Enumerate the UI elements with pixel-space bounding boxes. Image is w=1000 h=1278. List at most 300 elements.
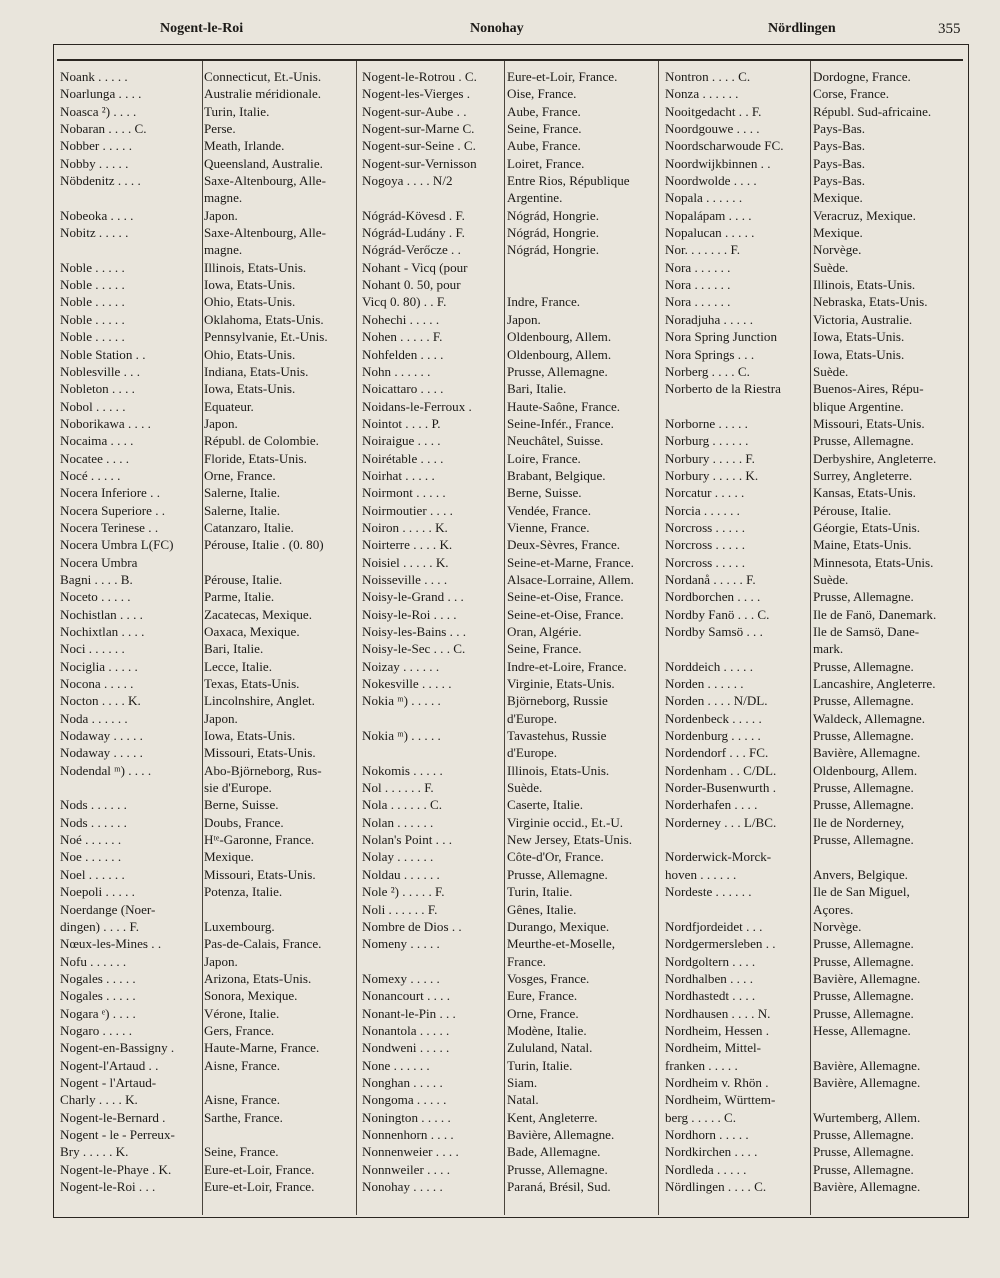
- entry-name: Noel . . . . . .: [60, 866, 125, 882]
- gazetteer-entry: [665, 814, 965, 831]
- entry-location: Perse.: [204, 121, 236, 137]
- entry-location: Vendée, France.: [507, 502, 591, 518]
- gazetteer-column-1: [60, 68, 350, 1218]
- entry-name: Noordscharwoude FC.: [665, 138, 784, 154]
- entry-name: Norcross . . . . .: [665, 537, 746, 553]
- entry-name: Noceto . . . . .: [60, 589, 131, 605]
- gazetteer-entry: [362, 848, 654, 865]
- entry-name: Vicq 0. 80) . . F.: [362, 294, 447, 310]
- entry-location: Neuchâtel, Suisse.: [507, 433, 604, 449]
- gazetteer-entry: [362, 935, 654, 952]
- entry-location: Pérouse, Italie.: [204, 571, 283, 587]
- entry-name: Nobol . . . . .: [60, 398, 126, 414]
- entry-name: Nordhastedt . . . .: [665, 988, 756, 1004]
- gazetteer-entry: [60, 502, 350, 519]
- gazetteer-entry: [362, 536, 654, 553]
- entry-location: Virginie, Etats-Unis.: [507, 676, 615, 692]
- entry-location: New Jersey, Etats-Unis.: [507, 832, 632, 848]
- entry-location: Saxe-Altenbourg, Alle-: [204, 225, 326, 241]
- gazetteer-entry: [362, 467, 654, 484]
- entry-location: Eure-et-Loir, France.: [204, 1161, 315, 1177]
- entry-name: berg . . . . . C.: [665, 1109, 737, 1125]
- entry-location: Gers, France.: [204, 1022, 275, 1038]
- entry-location: Alsace-Lorraine, Allem.: [507, 571, 634, 587]
- entry-name: Nongoma . . . . .: [362, 1092, 447, 1108]
- gazetteer-entry: [60, 224, 350, 241]
- gazetteer-entry: [60, 762, 350, 779]
- entry-location: Seine, France.: [204, 1144, 279, 1160]
- gazetteer-entry: [60, 1022, 350, 1039]
- entry-name: [665, 398, 813, 415]
- entry-name: Nocona . . . . .: [60, 676, 134, 692]
- entry-location: Turin, Italie.: [507, 1057, 573, 1073]
- entry-location: Nógrád, Hongrie.: [507, 242, 599, 258]
- gazetteer-entry: [362, 1161, 654, 1178]
- gazetteer-entry: [60, 519, 350, 536]
- entry-name: [362, 744, 507, 761]
- entry-location: France.: [507, 953, 546, 969]
- entry-name: Nordhalben . . . .: [665, 970, 753, 986]
- entry-location: Pays-Bas.: [813, 121, 866, 137]
- entry-name: Nobber . . . . .: [60, 138, 133, 154]
- gazetteer-entry: [362, 744, 654, 761]
- gazetteer-entry: [665, 207, 965, 224]
- entry-name: Nogent-les-Vierges .: [362, 86, 471, 102]
- gazetteer-entry: [665, 901, 965, 918]
- entry-name: Nocera Inferiore . .: [60, 485, 160, 501]
- entry-location: Nebraska, Etats-Unis.: [813, 294, 928, 310]
- entry-name: Noisy-le-Sec . . . C.: [362, 641, 466, 657]
- column-divider: [658, 61, 659, 1215]
- entry-location: Côte-d'Or, France.: [507, 849, 604, 865]
- entry-location: Lincolnshire, Anglet.: [204, 693, 315, 709]
- gazetteer-entry: [60, 675, 350, 692]
- top-rule: [57, 59, 963, 61]
- entry-location: Turin, Italie.: [204, 103, 270, 119]
- entry-location: Républ. Sud-africaine.: [813, 103, 932, 119]
- entry-name: Nogent - l'Artaud-: [60, 1074, 157, 1090]
- gazetteer-entry: [362, 207, 654, 224]
- entry-name: Nocé . . . . .: [60, 467, 121, 483]
- entry-location: Prusse, Allemagne.: [813, 1144, 914, 1160]
- entry-name: Nokia ᵐ) . . . . .: [362, 728, 441, 744]
- entry-name: Nomeny . . . . .: [362, 936, 440, 952]
- entry-name: Nonancourt . . . .: [362, 988, 450, 1004]
- gazetteer-entry: [665, 172, 965, 189]
- entry-location: Orne, France.: [204, 467, 276, 483]
- entry-location: Bari, Italie.: [204, 641, 264, 657]
- entry-name: Norbury . . . . . K.: [665, 467, 759, 483]
- entry-location: Seine, France.: [507, 641, 582, 657]
- entry-location: Missouri, Etats-Unis.: [813, 415, 925, 431]
- entry-name: Nolay . . . . . .: [362, 849, 434, 865]
- entry-name: Nordborchen . . . .: [665, 589, 761, 605]
- gazetteer-entry: [665, 346, 965, 363]
- entry-name: Noarlunga . . . .: [60, 86, 142, 102]
- entry-name: Norborne . . . . .: [665, 415, 748, 431]
- gazetteer-entry: [665, 987, 965, 1004]
- entry-location: Seine-et-Marne, France.: [507, 554, 634, 570]
- entry-name: Nopalápam . . . .: [665, 207, 752, 223]
- gazetteer-entry: [665, 658, 965, 675]
- gazetteer-entry: [60, 328, 350, 345]
- gazetteer-entry: [362, 918, 654, 935]
- entry-location: Potenza, Italie.: [204, 884, 283, 900]
- entry-name: Nordhorn . . . . .: [665, 1126, 749, 1142]
- page-number: 355: [938, 21, 961, 37]
- entry-location: Doubs, France.: [204, 814, 284, 830]
- entry-location: Iowa, Etats-Unis.: [813, 329, 905, 345]
- entry-name: Nora . . . . . .: [665, 259, 731, 275]
- gazetteer-entry: [665, 484, 965, 501]
- gazetteer-entry: [665, 224, 965, 241]
- entry-name: Noasca ²) . . . .: [60, 103, 137, 119]
- gazetteer-entry: [60, 484, 350, 501]
- gazetteer-entry: [60, 1039, 350, 1056]
- entry-location: Républ. de Colombie.: [204, 433, 319, 449]
- entry-name: Noci . . . . . .: [60, 641, 125, 657]
- entry-name: Noble . . . . .: [60, 311, 125, 327]
- entry-name: Norburg . . . . . .: [665, 433, 749, 449]
- entry-name: Nora Springs . . .: [665, 346, 755, 362]
- entry-name: Norcatur . . . . .: [665, 485, 745, 501]
- gazetteer-entry: [60, 311, 350, 328]
- entry-location: Prusse, Allemagne.: [813, 589, 914, 605]
- gazetteer-entry: [362, 120, 654, 137]
- gazetteer-entry: [60, 640, 350, 657]
- entry-name: Nor. . . . . . . F.: [665, 242, 740, 258]
- entry-location: Salerne, Italie.: [204, 485, 280, 501]
- gazetteer-entry: [60, 1126, 350, 1143]
- entry-location: Géorgie, Etats-Unis.: [813, 519, 921, 535]
- gazetteer-entry: [665, 953, 965, 970]
- entry-name: hoven . . . . . .: [665, 866, 737, 882]
- entry-name: Norden . . . . N/DL.: [665, 693, 768, 709]
- entry-name: Nœux-les-Mines . .: [60, 936, 162, 952]
- gazetteer-column-3: [665, 68, 965, 1218]
- gazetteer-entry: [60, 467, 350, 484]
- gazetteer-entry: [665, 189, 965, 206]
- entry-location: Japon.: [204, 710, 238, 726]
- gazetteer-entry: [665, 450, 965, 467]
- entry-location: Maine, Etats-Unis.: [813, 537, 912, 553]
- gazetteer-entry: [665, 623, 965, 640]
- gazetteer-entry: [665, 675, 965, 692]
- gazetteer-entry: [60, 1057, 350, 1074]
- entry-location: Mexique.: [204, 849, 254, 865]
- entry-name: [665, 901, 813, 918]
- gazetteer-entry: [665, 571, 965, 588]
- entry-location: Oran, Algérie.: [507, 624, 582, 639]
- gazetteer-entry: [362, 172, 654, 189]
- entry-location: Paraná, Brésil, Sud.: [507, 1179, 611, 1194]
- gazetteer-entry: [665, 1178, 965, 1195]
- gazetteer-entry: [60, 727, 350, 744]
- entry-location: Bavière, Allemagne.: [813, 745, 921, 761]
- gazetteer-entry: [60, 450, 350, 467]
- entry-name: [362, 953, 507, 970]
- entry-location: Luxembourg.: [204, 918, 275, 934]
- entry-name: Bagni . . . . B.: [60, 571, 133, 587]
- gazetteer-entry: [362, 866, 654, 883]
- entry-name: Nobby . . . . .: [60, 155, 129, 171]
- entry-location: Berne, Suisse.: [507, 485, 582, 501]
- entry-location: Mexique.: [813, 225, 863, 241]
- entry-name: dingen) . . . . F.: [60, 918, 139, 934]
- entry-name: None . . . . . .: [362, 1057, 430, 1073]
- entry-location: Pennsylvanie, Et.-Unis.: [204, 329, 328, 345]
- gazetteer-entry: [60, 970, 350, 987]
- entry-name: Nonohay . . . . .: [362, 1179, 443, 1194]
- gazetteer-entry: [362, 68, 654, 85]
- entry-name: Nol . . . . . . F.: [362, 780, 434, 796]
- gazetteer-entry: [60, 814, 350, 831]
- gazetteer-entry: [665, 727, 965, 744]
- entry-location: Equateur.: [204, 398, 254, 414]
- entry-location: Corse, France.: [813, 86, 889, 102]
- gazetteer-entry: [665, 710, 965, 727]
- entry-name: Nordenham . . C/DL.: [665, 762, 777, 778]
- entry-location: Tavastehus, Russie: [507, 728, 607, 744]
- entry-name: Nogent-le-Phaye . K.: [60, 1161, 172, 1177]
- entry-name: Nooitgedacht . . F.: [665, 103, 762, 119]
- gazetteer-entry: [665, 762, 965, 779]
- entry-name: Nods . . . . . .: [60, 797, 127, 813]
- gazetteer-entry: [362, 1022, 654, 1039]
- gazetteer-entry: [362, 692, 654, 709]
- entry-name: Nohant 0. 50, pour: [362, 277, 461, 293]
- entry-location: Natal.: [507, 1092, 539, 1108]
- entry-name: Nógrád-Verőcze . .: [362, 242, 461, 258]
- entry-location: Catanzaro, Italie.: [204, 519, 294, 535]
- gazetteer-entry: [665, 918, 965, 935]
- entry-name: Nomexy . . . . .: [362, 970, 440, 986]
- entry-location: blique Argentine.: [813, 398, 904, 414]
- entry-location: Bavière, Allemagne.: [507, 1126, 615, 1142]
- entry-name: Norbury . . . . . F.: [665, 450, 755, 466]
- gazetteer-entry: [665, 1005, 965, 1022]
- entry-name: Noerdange (Noer-: [60, 901, 156, 917]
- gazetteer-entry: [665, 137, 965, 154]
- entry-location: Prusse, Allemagne.: [813, 728, 914, 744]
- entry-location: Açores.: [813, 901, 854, 917]
- entry-location: Oldenbourg, Allem.: [507, 346, 612, 362]
- entry-name: Nodendal ᵐ) . . . .: [60, 762, 152, 778]
- gazetteer-entry: [60, 606, 350, 623]
- entry-location: Pays-Bas.: [813, 138, 866, 154]
- entry-name: Nordheim, Württem-: [665, 1092, 776, 1108]
- entry-location: Seine-et-Oise, France.: [507, 589, 624, 605]
- entry-name: Nole ²) . . . . . F.: [362, 884, 445, 900]
- entry-location: Nógrád, Hongrie.: [507, 207, 599, 223]
- entry-location: Prusse, Allemagne.: [813, 953, 914, 969]
- gazetteer-entry: [60, 1005, 350, 1022]
- entry-name: Noldau . . . . . .: [362, 866, 440, 882]
- entry-name: Norcross . . . . .: [665, 519, 746, 535]
- gazetteer-entry: [60, 779, 350, 796]
- entry-name: Nopala . . . . . .: [665, 190, 743, 206]
- entry-name: Noirterre . . . . K.: [362, 537, 453, 553]
- entry-name: Nordenburg . . . . .: [665, 728, 761, 744]
- gazetteer-entry: [665, 1091, 965, 1108]
- gazetteer-entry: [60, 380, 350, 397]
- entry-name: Nogent-sur-Vernisson: [362, 155, 477, 171]
- entry-name: Noble . . . . .: [60, 277, 125, 293]
- entry-location: Vienne, France.: [507, 519, 590, 535]
- entry-name: Nordkirchen . . . .: [665, 1144, 758, 1160]
- entry-location: Haute-Saône, France.: [507, 398, 621, 414]
- entry-location: Aube, France.: [507, 138, 581, 154]
- gazetteer-entry: [665, 276, 965, 293]
- page-header: [0, 17, 1000, 41]
- entry-location: Modène, Italie.: [507, 1022, 587, 1038]
- entry-name: Nolan . . . . . .: [362, 814, 434, 830]
- gazetteer-entry: [60, 346, 350, 363]
- entry-name: Nodaway . . . . .: [60, 728, 143, 744]
- entry-name: Nohn . . . . . .: [362, 363, 431, 379]
- entry-location: Australie méridionale.: [204, 86, 322, 102]
- entry-location: Prusse, Allemagne.: [813, 658, 914, 674]
- gazetteer-entry: [665, 398, 965, 415]
- gazetteer-entry: [362, 328, 654, 345]
- entry-location: Berne, Suisse.: [204, 797, 279, 813]
- gazetteer-entry: [362, 1057, 654, 1074]
- entry-name: Nogara ᵉ) . . . .: [60, 1005, 136, 1021]
- entry-location: Meurthe-et-Moselle,: [507, 936, 615, 952]
- gazetteer-entry: [665, 970, 965, 987]
- entry-location: Björneborg, Russie: [507, 693, 608, 709]
- entry-name: Nordanå . . . . . F.: [665, 571, 756, 587]
- entry-name: Noidans-le-Ferroux .: [362, 398, 472, 414]
- entry-location: Japon.: [204, 207, 238, 223]
- gazetteer-entry: [362, 953, 654, 970]
- entry-name: Nogent-sur-Aube . .: [362, 103, 467, 119]
- entry-name: Norder-Busenwurth .: [665, 780, 777, 796]
- gazetteer-entry: [60, 1178, 350, 1195]
- gazetteer-entry: [60, 1091, 350, 1108]
- entry-location: Pérouse, Italie . (0. 80): [204, 537, 324, 553]
- entry-location: Iowa, Etats-Unis.: [204, 381, 296, 397]
- entry-name: Bry . . . . . K.: [60, 1144, 129, 1160]
- entry-location: Deux-Sèvres, France.: [507, 537, 621, 553]
- entry-name: Nogent-sur-Seine . C.: [362, 138, 476, 154]
- entry-name: Noble Station . .: [60, 346, 146, 362]
- entry-name: Noirmont . . . . .: [362, 485, 446, 501]
- gazetteer-entry: [665, 502, 965, 519]
- entry-name: Noirhat . . . . .: [362, 467, 435, 483]
- entry-location: Oise, France.: [507, 86, 577, 102]
- entry-location: Illinois, Etats-Unis.: [507, 762, 610, 778]
- gazetteer-entry: [60, 137, 350, 154]
- entry-name: Nocera Terinese . .: [60, 519, 159, 535]
- gazetteer-entry: [60, 1143, 350, 1160]
- gazetteer-entry: [665, 935, 965, 952]
- entry-location: Indre-et-Loire, France.: [507, 658, 627, 674]
- entry-name: Nogales . . . . .: [60, 970, 136, 986]
- entry-name: Nógrád-Kövesd . F.: [362, 207, 465, 223]
- entry-name: Norcross . . . . .: [665, 554, 746, 570]
- entry-location: Wurtemberg, Allem.: [813, 1109, 921, 1125]
- entry-name: Nocton . . . . K.: [60, 693, 141, 709]
- entry-name: Noank . . . . .: [60, 69, 128, 84]
- gazetteer-entry: [60, 536, 350, 553]
- gazetteer-entry: [665, 241, 965, 258]
- gazetteer-entry: [362, 640, 654, 657]
- entry-name: Noordgouwe . . . .: [665, 121, 760, 137]
- gazetteer-entry: [60, 276, 350, 293]
- gazetteer-entry: [362, 259, 654, 276]
- entry-name: Noradjuha . . . . .: [665, 311, 753, 327]
- gazetteer-entry: [362, 398, 654, 415]
- entry-name: Nordfjordeidet . . .: [665, 918, 763, 934]
- entry-name: [362, 189, 507, 206]
- running-head-center: Nonohay: [470, 21, 524, 36]
- gazetteer-entry: [60, 85, 350, 102]
- entry-name: Nobeoka . . . .: [60, 207, 134, 223]
- entry-name: Noble . . . . .: [60, 329, 125, 345]
- entry-name: Nördlingen . . . . C.: [665, 1179, 767, 1194]
- entry-name: Nordby Fanö . . . C.: [665, 606, 770, 622]
- gazetteer-entry: [60, 432, 350, 449]
- entry-location: Kansas, Etats-Unis.: [813, 485, 916, 501]
- entry-location: Sarthe, France.: [204, 1109, 283, 1125]
- entry-name: [60, 241, 204, 258]
- entry-location: Connecticut, Et.-Unis.: [204, 69, 322, 84]
- entry-location: Siam.: [507, 1074, 538, 1090]
- entry-name: Noblesville . . .: [60, 363, 141, 379]
- entry-location: Orne, France.: [507, 1005, 579, 1021]
- entry-name: Nopalucan . . . . .: [665, 225, 755, 241]
- gazetteer-entry: [60, 588, 350, 605]
- entry-location: Sonora, Mexique.: [204, 988, 298, 1004]
- entry-name: Nogent-en-Bassigny .: [60, 1040, 175, 1056]
- gazetteer-entry: [362, 762, 654, 779]
- entry-location: d'Europe.: [507, 745, 557, 761]
- entry-location: Ile de Norderney,: [813, 814, 905, 830]
- entry-name: Nontron . . . . C.: [665, 69, 751, 84]
- gazetteer-entry: [362, 901, 654, 918]
- entry-location: Salerne, Italie.: [204, 502, 280, 518]
- entry-name: Noirmoutier . . . .: [362, 502, 453, 518]
- entry-name: Nocatee . . . .: [60, 450, 130, 466]
- gazetteer-entry: [362, 987, 654, 1004]
- entry-location: Illinois, Etats-Unis.: [204, 259, 307, 275]
- entry-location: Turin, Italie.: [507, 884, 573, 900]
- entry-name: [60, 189, 204, 206]
- entry-name: Norcia . . . . . .: [665, 502, 740, 518]
- entry-location: Bavière, Allemagne.: [813, 1057, 921, 1073]
- entry-location: Anvers, Belgique.: [813, 866, 908, 882]
- gazetteer-entry: [362, 779, 654, 796]
- entry-location: Hesse, Allemagne.: [813, 1022, 911, 1038]
- entry-name: Nola . . . . . . C.: [362, 797, 443, 813]
- entry-location: Prusse, Allemagne.: [813, 780, 914, 796]
- gazetteer-entry: [665, 415, 965, 432]
- entry-name: Norberg . . . . C.: [665, 363, 750, 379]
- gazetteer-entry: [665, 1057, 965, 1074]
- entry-location: Lecce, Italie.: [204, 658, 272, 674]
- entry-location: Zacatecas, Mexique.: [204, 606, 312, 622]
- entry-location: Brabant, Belgique.: [507, 467, 606, 483]
- gazetteer-entry: [60, 571, 350, 588]
- entry-name: Charly . . . . K.: [60, 1092, 138, 1108]
- entry-location: Veracruz, Mexique.: [813, 207, 916, 223]
- entry-location: Ohio, Etats-Unis.: [204, 346, 296, 362]
- entry-name: Nogent-le-Bernard .: [60, 1109, 166, 1125]
- gazetteer-entry: [665, 120, 965, 137]
- entry-name: Nocaima . . . .: [60, 433, 134, 449]
- entry-location: Iowa, Etats-Unis.: [204, 277, 296, 293]
